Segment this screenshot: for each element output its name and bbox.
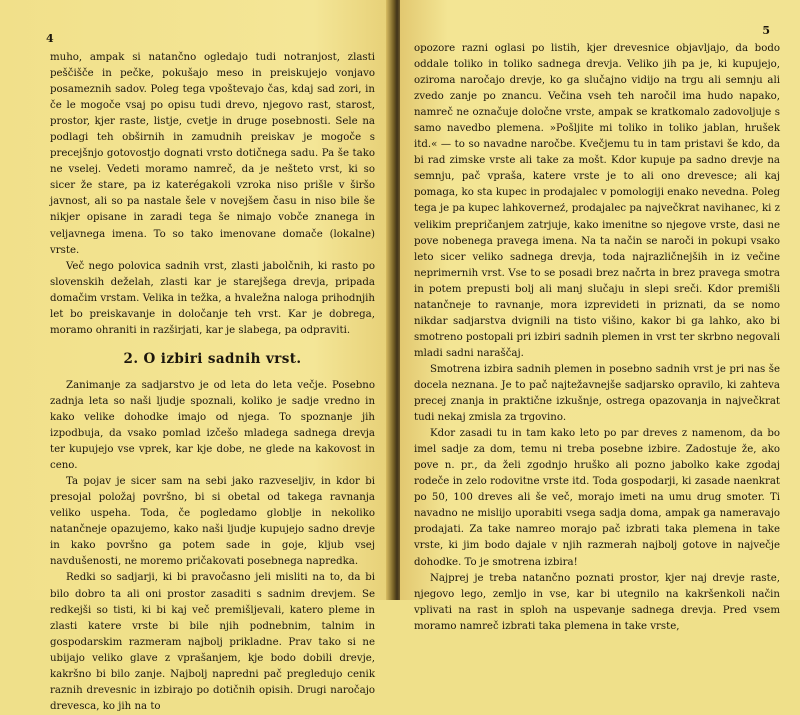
left-page-number: 4 <box>46 32 54 45</box>
right-paragraph: Najprej je treba natančno poznati prostor, kjer naj drevje raste, njegovo lego, zemljo in vse, kar bi utegnilo na kakršenkoli način vplivati na rast in sploh na uspevanje sadnega drevja. Pred vsem moramo namreč izbrati taka plemena in take vrste, <box>414 572 780 632</box>
right-page-number: 5 <box>762 24 770 37</box>
left-paragraph: Več nego polovica sadnih vrst, zlasti jabolčnih, ki rasto po slovenskih deželah, zlasti kar je starejšega drevja, pripada domačim vrstam. Velika in težka, a hvaležna naloga prihodnjih let bo preiskavanje in določanje teh vrst. Kar je dobrega, moramo ohraniti in razširjati, kar je slabega, pa odpraviti. <box>50 260 375 336</box>
right-paragraph: Kdor zasadi tu in tam kako leto po par dreves z namenom, da bo imel sadje za dom, temu ni treba posebne izbire. Zadostuje že, ako pove n. pr., da želi zgodnjo hruško ali pozno jabolko kake zgodaj rodeče in zelo rodovitne vrste itd. Toda gospodarji, ki zasade naenkrat po 50, 100 dreves ali še več, morajo imeti na umu drug smoter. Ti navadno ne mislijo uporabiti vsega sadja doma, ampak ga nameravajo prodajati. Za take namreo morajo pač izbrati taka plemena in take vrste, ki jim bodo dajale v njih razmerah najbolj gotove in največje dohodke. To je smotrena izbira! <box>414 428 780 568</box>
left-paragraph: Zanimanje za sadjarstvo je od leta do leta večje. Posebno zadnja leta so naši ljudje spoznali, koliko je sadje vredno in kako velike dohodke imajo od njega. To spoznanje jih izpodbuja, da vsako pomlad izčešo mladega sadnega drevja ter kupujejo vse vprek, kar kje dobe, ne glede na kakovost in ceno. <box>50 379 375 472</box>
right-paragraph: Smotrena izbira sadnih plemen in posebno sadnih vrst je pri nas še docela neznana. Je to pač najtežavnejše sadjarsko opravilo, ki zahteva precej znanja in praktične izkušnje, ostrega opazovanja in največkrat tudi nekaj zmisla za trgovino. <box>414 363 780 424</box>
section-heading: 2. O izbiri sadnih vrst. <box>123 350 302 367</box>
left-page-text <box>50 50 375 715</box>
left-page <box>0 0 392 712</box>
left-paragraph: muho, ampak si natančno ogledajo tudi notranjost, zlasti peščišče in pečke, pokušajo meso in preiskujejo vonjavo posameznih sadov. Poleg tega vpoštevajo čas, kdaj sad zori, in če le mogoče vsaj po opisu tudi drevo, njegovo rast, starost, prostor, kjer raste, listje, cvetje in druge posebnosti. Sele na podlagi teh obširnih in zamudnih preiskav je mogoče s precejšnjo gotovostjo dognati vrsto dotičnega sadu. Pa še tako ne vselej. Vedeti moramo namreč, da je nešteto vrst, ki so sicer že stare, pa iz katerégakoli vzroka niso prišle v širšo javnost, ali so pa nastale šele v novejšem času in niso bile še nikjer opisane in zaradi tega še nimajo vobče znanega in veljavnega imena. To so tako imenovane domače (lokalne) vrste. <box>50 52 375 256</box>
right-page-text <box>414 41 780 635</box>
left-paragraph: Redki so sadjarji, ki bi pravočasno jeli misliti na to, da bi bilo dobro ta ali oni prostor zasaditi s sadnim drevjem. Se redkejši so tisti, ki bi kaj več premišljevali, katero pleme in zlasti katere vrste bi bile njih podnebnim, talnim in gospodarskim razmeram najbolj prikladne. Prav tako si ne ubijajo veliko glave z vprašanjem, kje bodo dobili drevje, kakršno bi bilo zanje. Najbolj napredni pač pregledujo cenik raznih drevesnic in izbirajo po dotičnih opisih. Drugi naročajo drevesca, ko jih na to <box>50 572 375 712</box>
left-paragraph: Ta pojav je sicer sam na sebi jako razveseljiv, in kdor bi presojal položaj površno, bi si obetal od takega ravnanja veliko uspeha. Toda, če pogledamo globlje in nekoliko natančneje opazujemo, kako naši ljudje kupujejo sadno drevje in kako površno ga potem sade in goje, kljub vsej navdušenosti, ne moremo pričakovati posebnega napredka. <box>50 476 375 568</box>
right-paragraph: opozore razni oglasi po listih, kjer drevesnice objavljajo, da bodo oddale toliko in toliko sadnega drevja. Veliko jih pa je, ki kupujejo, oziroma naročajo drevje, ko ga slučajno vidijo na trgu ali semnju ali zvedo zanje po znancu. Večina vseh teh naročil ima hudo napako, namreč ne označuje določne vrste, ampak se kratkomalo zadovoljuje s samo navedbo plemena. »Pošljite mi toliko in toliko jablan, hrušek itd.« — to so navadne naročbe. Kvečjemu tu in tam pristavi še kdo, da bi rad zimske vrste ali take za mošt. Kdor kupuje pa sadno drevje na semnju, pač vpraša, katere vrste je to ali ono drevesce; ali kaj pomaga, ko sta kupec in prodajalec v pomologiji enako nevedna. Poleg tega je pa kupec lahkoverneź, prodajalec pa največkrat navihanec, ki z velikim prepričanjem zatrjuje, kako imenitne so njegove vrste, dasi ne pove nobenega pravega imena. Na ta način se naroči in pokupi vsako leto sicer veliko sadnega drevja, toda najrazličnejših in iz večine neprimernih vrst. Vse to se posadi brez načrta in brez pravega smotra in potem prepusti bolj ali manj slučaju in slepi sreči. Kdor premišli natančneje to ravnanje, mora izprevideti in priznati, da se nomo nikdar sadjarstva dvignili na tisto višino, kakor bi ga lahko, ako bi smotreno postopali pri izbiri sadnih plemen in vrst ter skrbno negovali mladi sadni naraščaj. <box>414 43 780 359</box>
right-page <box>400 0 800 632</box>
